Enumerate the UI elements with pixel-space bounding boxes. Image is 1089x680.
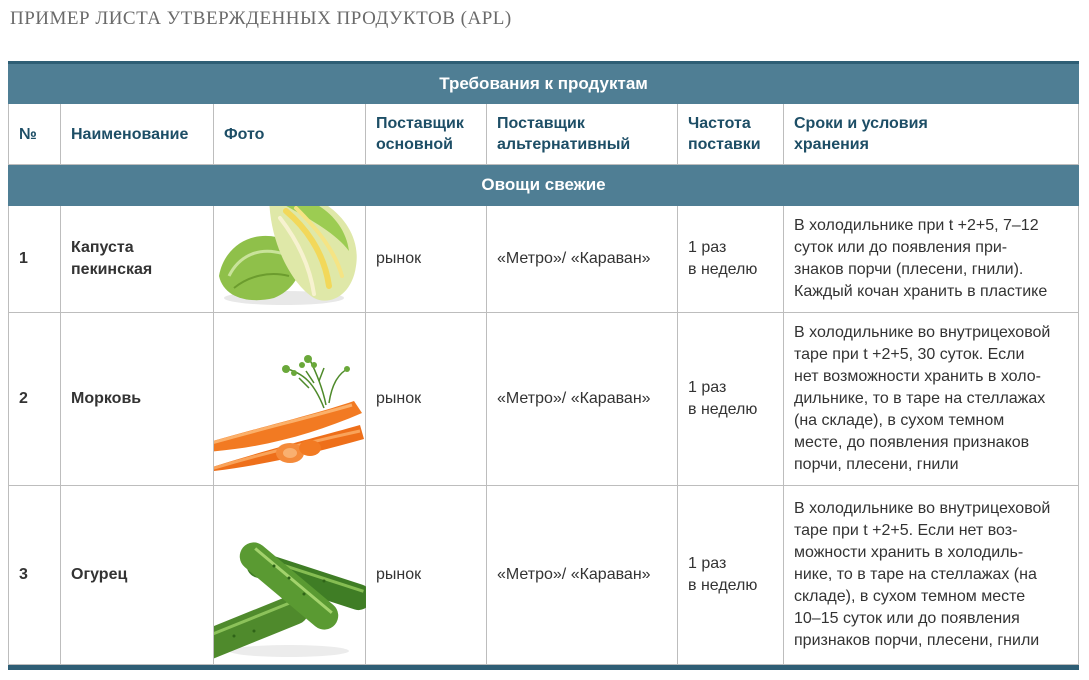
row-frequency-line: в неделю [688,401,758,418]
row-storage-line: месте, до появления признаков [794,434,1030,451]
row-num: 2 [9,313,61,486]
row-supplier-main: рынок [366,486,487,665]
row-name-line: Огурец [71,566,128,583]
table-row [9,313,1079,486]
row-storage-line: В холодильнике при t +2+5, 7–12 [794,217,1039,234]
header-supplier-main [366,104,487,165]
header-supplier-alt-line: Поставщик [497,115,585,132]
row-storage-line: можности хранить в холодиль- [794,544,1024,561]
header-frequency-line: Частота [688,115,751,132]
row-storage-line: знаков порчи (плесени, гнили). [794,261,1024,278]
header-photo: Фото [214,104,366,165]
table-row [9,486,1079,665]
row-frequency-line: 1 раз [688,239,727,256]
row-storage-line: В холодильнике во внутрицеховой [794,500,1051,517]
row-storage-line: порчи, плесени, гнили [794,456,959,473]
row-name-line: пекинская [71,261,153,278]
row-storage-line: Каждый кочан хранить в пластике [794,283,1048,300]
row-storage-line: (на складе), в сухом темном [794,412,1005,429]
row-storage-line: 10–15 суток или до появления [794,610,1020,627]
cucumber-photo [214,486,366,665]
row-supplier-alt: «Метро»/ «Караван» [487,486,678,665]
table-row [9,206,1079,313]
row-storage [784,313,1079,486]
row-storage-line: складе), в сухом темном месте [794,588,1026,605]
row-name [61,486,214,665]
header-supplier-alt-line: альтернативный [497,136,631,153]
row-supplier-alt: «Метро»/ «Караван» [487,206,678,313]
row-supplier-main: рынок [366,206,487,313]
row-frequency [678,313,784,486]
table-bottom-border [9,665,1079,670]
header-storage [784,104,1079,165]
row-storage-line: признаков порчи, плесени, гнили [794,632,1040,649]
row-frequency-line: в неделю [688,261,758,278]
row-frequency [678,206,784,313]
table-caption: Требования к продуктам [9,63,1079,104]
row-num: 1 [9,206,61,313]
header-frequency [678,104,784,165]
row-name [61,206,214,313]
row-supplier-alt: «Метро»/ «Караван» [487,313,678,486]
carrot-photo [214,313,366,486]
header-supplier-main-line: Поставщик [376,115,464,132]
header-supplier-main-line: основной [376,136,454,153]
row-name-line: Морковь [71,390,142,407]
row-storage-line: таре при t +2+5, 30 суток. Если [794,346,1025,363]
header-num: № [9,104,61,165]
header-frequency-line: поставки [688,136,761,153]
approved-products-table [8,61,1079,670]
cucumber-icon [214,486,366,664]
row-storage-line: суток или до появления при- [794,239,1008,256]
header-supplier-alt [487,104,678,165]
row-num: 3 [9,486,61,665]
row-storage-line: таре при t +2+5. Если нет воз- [794,522,1018,539]
row-name [61,313,214,486]
header-storage-line: хранения [794,136,869,153]
row-storage-line: нике, то в таре на стеллажах (на [794,566,1037,583]
page-title: ПРИМЕР ЛИСТА УТВЕРЖДЕННЫХ ПРОДУКТОВ (APL) [10,8,512,29]
header-name: Наименование [61,104,214,165]
row-name-line: Капуста [71,239,134,256]
row-frequency-line: в неделю [688,577,758,594]
row-storage-line: нет возможности хранить в холо- [794,368,1041,385]
row-frequency-line: 1 раз [688,379,727,396]
header-storage-line: Сроки и условия [794,115,928,132]
section-title: Овощи свежие [9,165,1079,206]
row-storage-line: В холодильнике во внутрицеховой [794,324,1051,341]
carrot-icon [214,313,366,485]
napa-cabbage-icon [214,206,366,312]
row-storage-line: дильнике, то в таре на стеллажах [794,390,1046,407]
row-storage [784,486,1079,665]
row-frequency-line: 1 раз [688,555,727,572]
row-storage [784,206,1079,313]
napa-cabbage-photo [214,206,366,313]
row-frequency [678,486,784,665]
row-supplier-main: рынок [366,313,487,486]
